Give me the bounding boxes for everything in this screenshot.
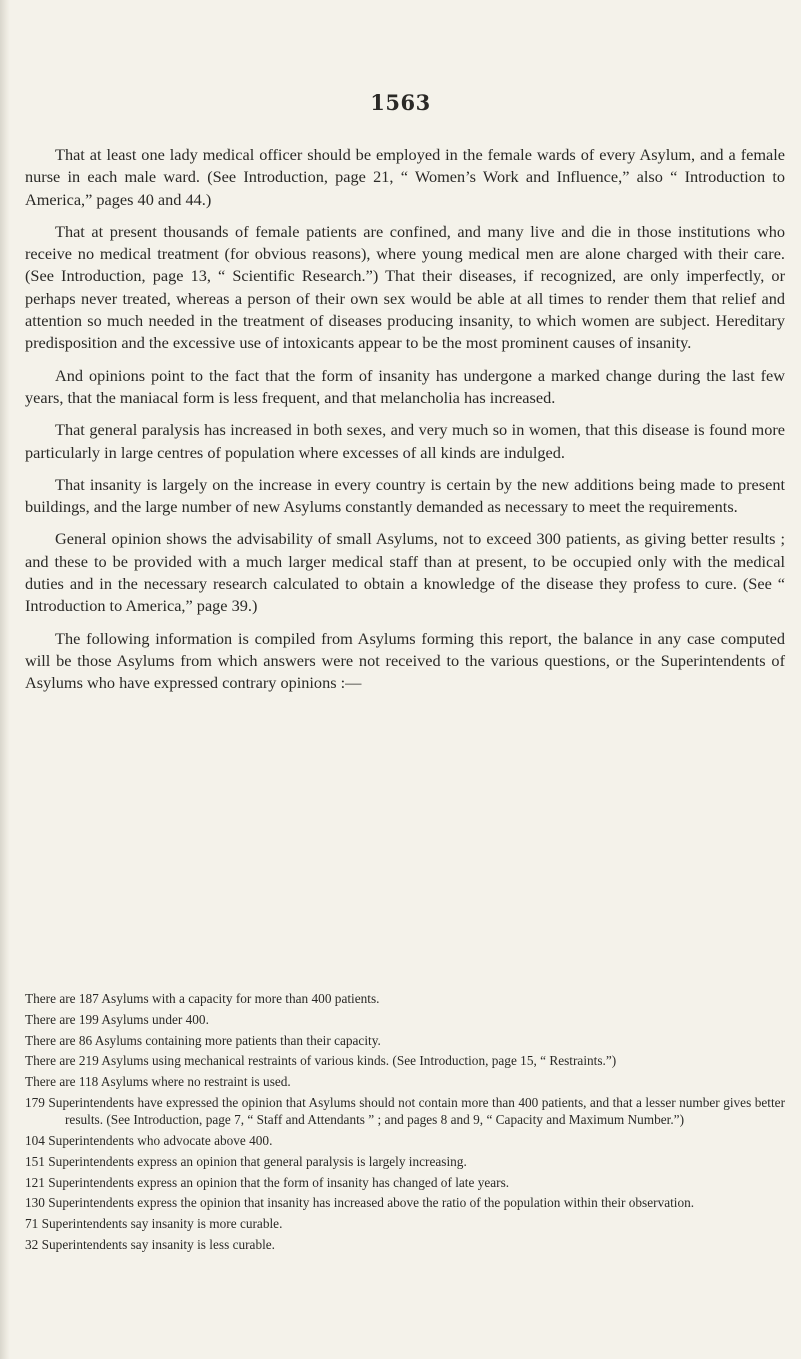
paragraph-female-patients: That at present thousands of female patients are confined, and many live and die in those institutions who receive no medical treatment (for obvious reasons), where young medical men are alone charged with their care. (See Introduction, page 13, “ Scientific Research.”) That their diseases, if recognized, are only imperfectly, or perhaps never treated, whereas a person of their own sex would be able at all times to render them that relief and attention so much needed in the treatment of diseases producing insanity, to which women are subject. Hereditary predisposition and the excessive use of intoxicants appear to be the most prominent causes of insanity. [25,221,785,353]
statistic-item: 71 Superintendents say insanity is more curable. [25,1216,283,1232]
statistic-item: There are 118 Asylums where no restraint is used. [25,1074,291,1090]
paragraph-lady-medical-officer: That at least one lady medical officer should be employed in the female wards of every Asylum, and a female nurse in each male ward. (See Introduction, page 21, “ Women’s Work and Influence,” also “ Introduction to America,” pages 40 and 44.) [25,145,785,209]
paragraph-small-asylums: General opinion shows the advisability of small Asylums, not to exceed 300 patients, as giving better results ; and these to be provided with a much larger medical staff than at present, to be occupied only with the medical duties and in the necessary research calculated to obtain a knowledge of the disease they profess to cure. (See “ Introduction to America,” page 39.) [25,529,785,616]
statistic-item: There are 219 Asylums using mechanical restraints of various kinds. (See Introduction, page 15, “ Restraints.”) [25,1053,617,1069]
statistic-item: There are 86 Asylums containing more patients than their capacity. [25,1032,381,1048]
paragraph-form-of-insanity: And opinions point to the fact that the form of insanity has undergone a marked change during the last few years, that the maniacal form is less frequent, and that melancholia has increased. [25,365,785,407]
statistic-item: There are 199 Asylums under 400. [25,1011,209,1027]
statistic-item: 104 Superintendents who advocate above 400. [25,1133,273,1149]
statistic-item: 32 Superintendents say insanity is less curable. [25,1237,276,1253]
statistic-item: 151 Superintendents express an opinion that general paralysis is largely increasing. [25,1153,467,1169]
body-text [25,144,785,705]
statistics-list [25,990,785,1257]
page-spine-shadow [0,0,10,1359]
paragraph-general-paralysis: That general paralysis has increased in both sexes, and very much so in women, that this disease is found more particularly in large centres of population where excesses of all kinds are indulged. [25,420,785,462]
statistic-item: 179 Superintendents have expressed the opinion that Asylums should not contain more than 400 patients, and that a lesser number gives better results. (See Introduction, page 7, “ Staff and Attendants ” ; and pages 8 and 9, “ Capacity and Maximum Number.”) [25,1094,785,1128]
paragraph-insanity-increase: That insanity is largely on the increase in every country is certain by the new additions being made to present buildings, and the large number of new Asylums constantly demanded as necessary to meet the requirements. [25,474,785,517]
paragraph-information-compiled: The following information is compiled from Asylums forming this report, the balance in any case computed will be those Asylums from which answers were not received to the various questions, or the Superintendents of Asylums who have expressed contrary opinions :— [25,628,785,693]
page-number: 1563 [370,90,431,115]
statistic-item: There are 187 Asylums with a capacity for more than 400 patients. [25,991,380,1006]
statistic-item: 121 Superintendents express an opinion that the form of insanity has changed of late years. [25,1174,510,1190]
statistic-item: 130 Superintendents express the opinion that insanity has increased above the ratio of the population within their observation. [25,1195,695,1211]
